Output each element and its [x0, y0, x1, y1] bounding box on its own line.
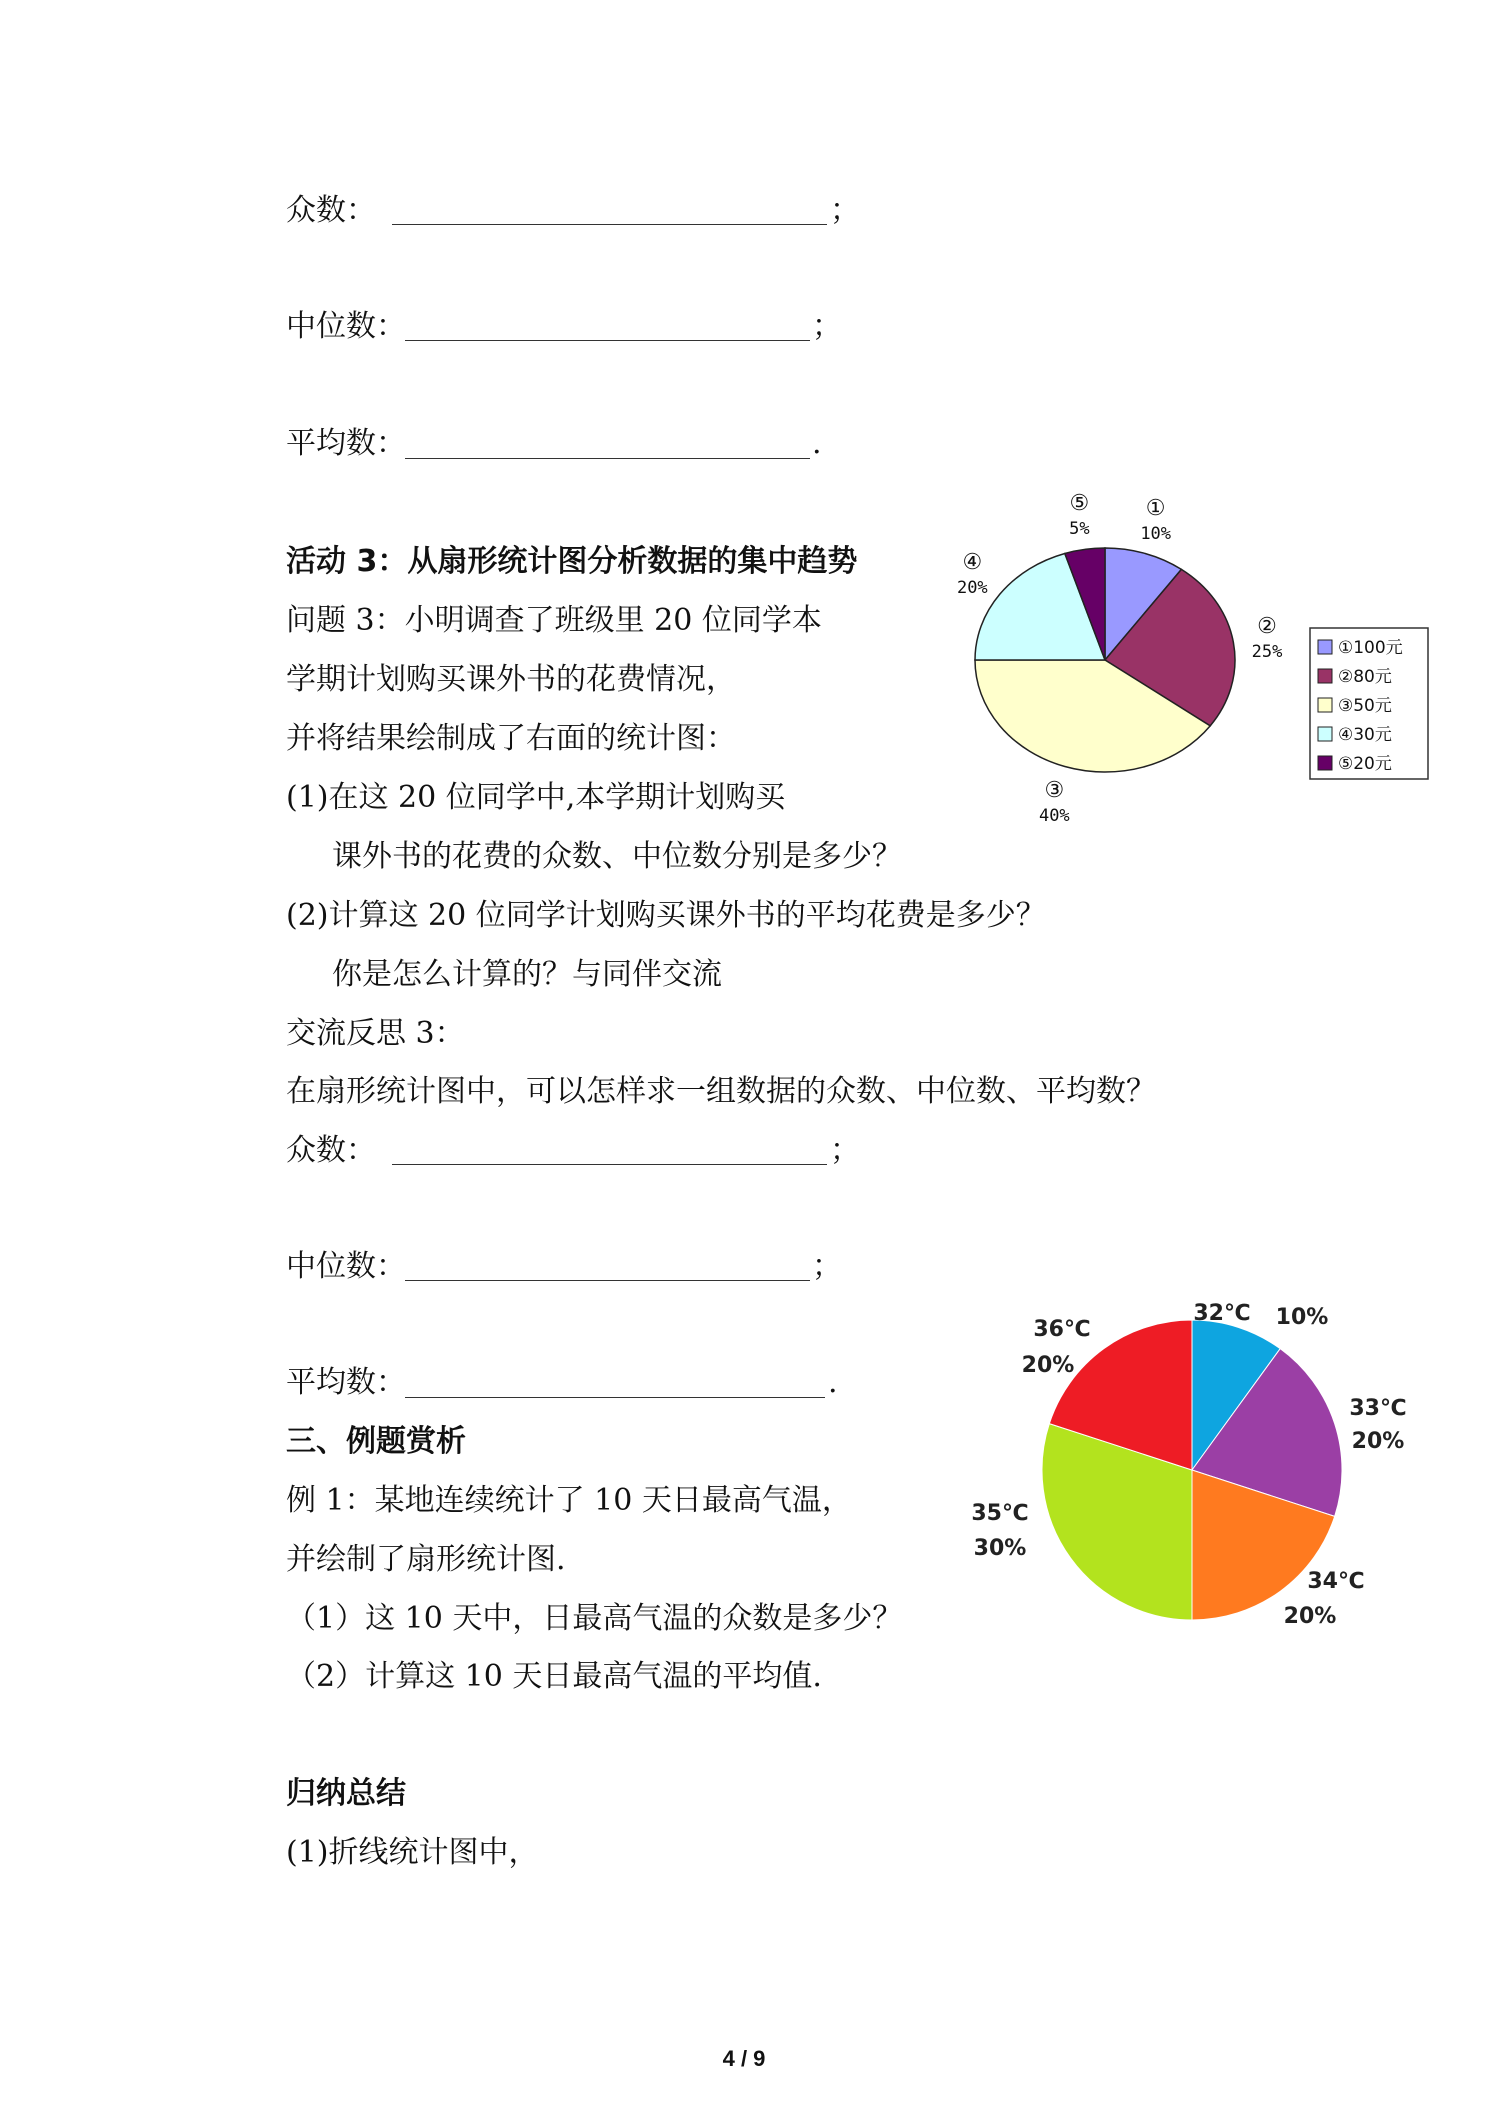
pie1-slice-marker-5: ⑤ — [1069, 490, 1090, 516]
pie1-slice-marker-1: ① — [1145, 496, 1166, 522]
semicolon-1: ； — [830, 193, 860, 228]
mean-label-2: 平均数： — [286, 1365, 406, 1400]
pie1-legend-label-2: ②80元 — [1338, 667, 1392, 687]
problem3-line-2: 学期计划购买课外书的花费情况， — [286, 662, 736, 697]
pie1-legend-label-3: ③50元 — [1338, 696, 1392, 716]
summary-heading: 归纳总结 — [286, 1776, 406, 1811]
pie1-legend-label-1: ①100元 — [1338, 638, 1403, 658]
book-spending-pie-chart — [930, 490, 1430, 826]
problem3-line-1: 问题 3：小明调查了班级里 20 位同学本 — [286, 603, 822, 638]
pie1-legend-swatch-4 — [1318, 727, 1332, 741]
mean-blank-1[interactable] — [405, 458, 810, 459]
q2-line-1: (2)计算这 20 位同学计划购买课外书的平均花费是多少？ — [286, 898, 1046, 933]
q1-line-1: (1)在这 20 位同学中,本学期计划购买 — [286, 780, 786, 815]
pie1-legend-swatch-2 — [1318, 669, 1332, 683]
pie1-legend-label-4: ④30元 — [1338, 725, 1392, 745]
median-label-1: 中位数： — [286, 309, 406, 344]
pie2-value-label-2: 20% — [1351, 1429, 1405, 1454]
mode-label-2: 众数： — [286, 1133, 376, 1168]
example1-line-2: 并绘制了扇形统计图. — [286, 1542, 566, 1577]
mode-blank-2[interactable] — [392, 1164, 827, 1165]
mean-blank-2[interactable] — [405, 1397, 825, 1398]
q1-line-2: 课外书的花费的众数、中位数分别是多少？ — [332, 839, 902, 874]
pie2-value-label-3: 20% — [1283, 1604, 1337, 1629]
activity3-heading: 活动 3：从扇形统计图分析数据的集中趋势 — [286, 544, 858, 579]
pie1-value-label-5: 5% — [1069, 518, 1090, 539]
pie1-value-label-1: 10% — [1140, 524, 1172, 545]
q2-line-2: 你是怎么计算的？与同伴交流 — [332, 957, 722, 992]
reflection-title: 交流反思 3： — [286, 1016, 465, 1051]
example1-line-1: 例 1：某地连续统计了 10 天日最高气温， — [286, 1483, 852, 1518]
page-number: 4 / 9 — [722, 2046, 766, 2071]
pie2-category-label-1: 32℃ — [1193, 1301, 1251, 1326]
pie1-value-label-3: 40% — [1038, 805, 1070, 826]
pie1-legend-swatch-5 — [1318, 756, 1332, 770]
pie1-legend-swatch-3 — [1318, 698, 1332, 712]
period-1: . — [812, 426, 822, 461]
summary-item-1: (1)折线统计图中， — [286, 1835, 539, 1870]
pie2-value-label-5: 20% — [1021, 1353, 1075, 1378]
pie1-slice-marker-3: ③ — [1044, 777, 1065, 803]
pie2-category-label-3: 34℃ — [1307, 1569, 1365, 1594]
pie1-value-label-4: 20% — [956, 578, 988, 599]
semicolon-2: ； — [812, 309, 842, 344]
period-2: . — [828, 1365, 838, 1400]
pie1-legend-label-5: ⑤20元 — [1338, 754, 1392, 774]
mean-label-1: 平均数： — [286, 426, 406, 461]
median-blank-2[interactable] — [405, 1280, 810, 1281]
semicolon-4: ； — [812, 1249, 842, 1284]
mode-blank-1[interactable] — [392, 224, 827, 225]
median-label-2: 中位数： — [286, 1249, 406, 1284]
pie2-value-label-4: 30% — [973, 1536, 1027, 1561]
pie2-category-label-5: 36℃ — [1033, 1317, 1091, 1342]
pie1-slice-marker-4: ④ — [962, 550, 983, 576]
reflection-question: 在扇形统计图中，可以怎样求一组数据的众数、中位数、平均数？ — [286, 1074, 1156, 1109]
example1-q1: （1）这 10 天中，日最高气温的众数是多少？ — [286, 1601, 903, 1636]
median-blank-1[interactable] — [405, 340, 810, 341]
section3-heading: 三、例题赏析 — [286, 1424, 466, 1459]
pie1-slice-marker-2: ② — [1257, 613, 1277, 639]
semicolon-3: ； — [830, 1133, 860, 1168]
pie1-value-label-2: 25% — [1251, 641, 1283, 662]
mode-label-1: 众数： — [286, 193, 376, 228]
pie2-value-label-1: 10% — [1275, 1305, 1329, 1330]
pie1-legend-swatch-1 — [1318, 640, 1332, 654]
temperature-pie-chart — [960, 1290, 1420, 1650]
pie2-category-label-2: 33℃ — [1349, 1396, 1407, 1421]
example1-q2: （2）计算这 10 天日最高气温的平均值. — [286, 1659, 822, 1694]
pie2-category-label-4: 35℃ — [971, 1501, 1029, 1526]
problem3-line-3: 并将结果绘制成了右面的统计图： — [286, 721, 736, 756]
